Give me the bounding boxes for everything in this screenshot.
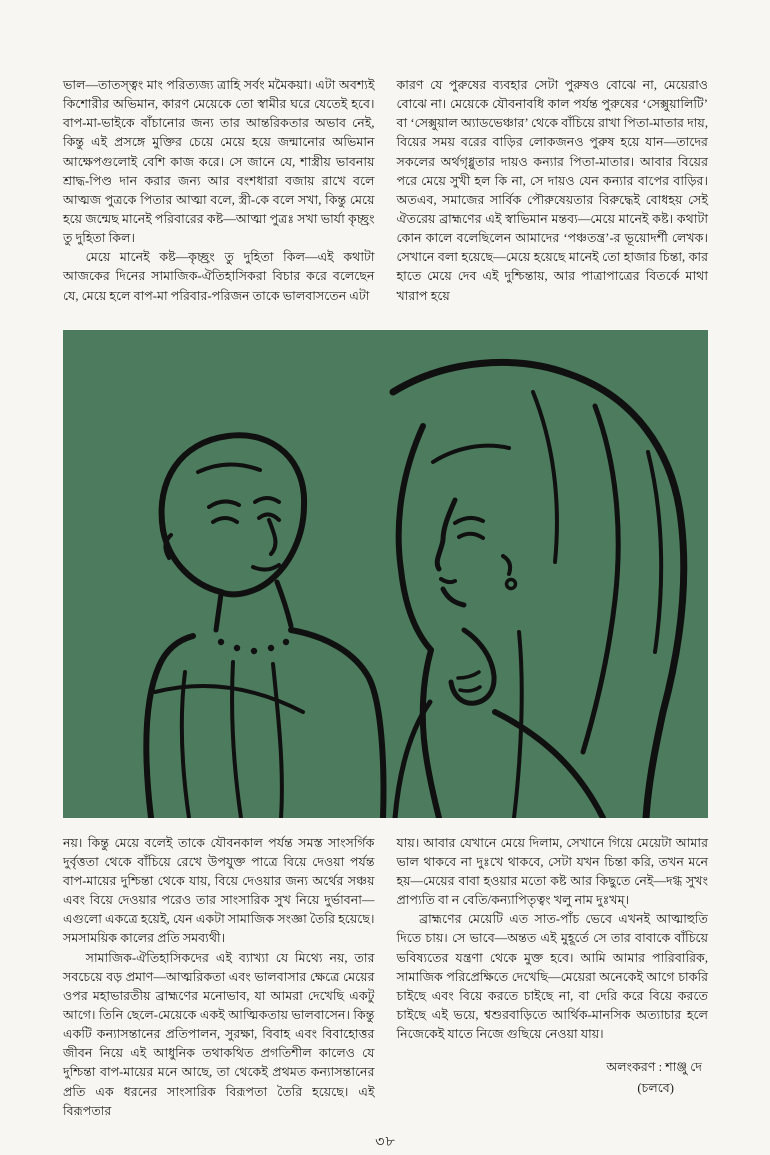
illustrator-credit: অলংকরণ : শাঞ্জু দে (606, 1060, 702, 1075)
top-left-column (63, 76, 375, 306)
top-right-column (397, 76, 709, 306)
two-figures-line-drawing (63, 330, 708, 818)
credit-block (397, 1058, 709, 1098)
paragraph: ব্রাহ্মণের মেয়েটি এত সাত-পাঁচ ভেবে এখনই আত্মাহুতি দিতে চায়। সে ভাবে—অন্তত এই মুহূর্তে সে তার বাবাকে বাঁচিয়ে ভবিষ্যতের যন্ত্রণা থেকে মুক্ত হবে। আমি আমার পারিবারিক, সামাজিক পরিপ্রেক্ষিতে দেখেছি—মেয়েরা অনেকেই আগে চাকরি চাইছে এবং বিয়ে করতে চাইছে না, বা দেরি করে বিয়ে করতে চাইছে এই ভয়ে, শ্বশুরবাড়িতে আর্থিক-মানসিক অত্যাচার হলে নিজেকেই যাতে নিজে গুছিয়ে নেওয়া যায়। (396, 912, 708, 1042)
bottom-columns (63, 834, 708, 1121)
paragraph: ভাল—তাতস্ত্বং মাং পরিত্যজ্য ত্রাহি সর্বং মমৈকয়া। এটা অবশ্যই কিশোরীর অভিমান, কারণ মেয়েকে তো স্বামীর ঘরে যেতেই হবে। বাপ-মা-ভাইকে বাঁচানোর জন্য তার আন্তরিকতার অভাব নেই, কিন্তু এই প্রসঙ্গে মুক্তির চেয়ে মেয়ে হয়ে জন্মানোর অভিমান আক্ষেপগুলোই বেশি কাজ করে। সে জানে যে, শাস্ত্রীয় ভাবনায় শ্রাদ্ধ-পিণ্ড দান করার জন্য আর বংশধারা বজায় রাখে বলে আত্মজ পুত্রকে পিতার আত্মা বলে, স্ত্রী-কে বলে সখা, কিন্তু মেয়ে হয়ে জন্মেছ মানেই পরিবারের কষ্ট—আত্মা পুত্রঃ সখা ভার্যা কৃচ্ছ্রং তু দুহিতা কিল। (63, 78, 375, 246)
paragraph: কারণ যে পুরুষের ব্যবহার সেটা পুরুষও বোঝে না, মেয়েরাও বোঝে না। মেয়েকে যৌবনাবধি কাল পর্যন্ত পুরুষের ‘সেক্সুয়ালিটি’ বা ‘সেক্সুয়াল অ্যাডভেঞ্চার’ থেকে বাঁচিয়ে রাখা পিতা-মাতার দায়, বিয়ের সময় বরের বাড়ির লোকজনও পুরুষ হয়ে যান—তাদের সকলের অর্থগৃধ্নুতার দায়ও কন্যার পিতা-মাতার। আবার বিয়ের পরে মেয়ে সুখী হল কি না, সে দায়ও যেন কন্যার বাপের বাড়ির। অতএব, সমাজের সার্বিক পৌরুষেয়তার বিরুদ্ধেই বোধহয় সেই ঐতরেয় ব্রাহ্মণের এই স্বাভিমান মন্তব্য—মেয়ে মানেই কষ্ট। কথাটা কোন কালে বলেছিলেন আমাদের ‘পঞ্চতন্ত্র’-র ভূয়োদর্শী লেখক। সেখানে বলা হয়েছে—মেয়ে হয়েছে মানেই তো হাজার চিন্তা, কার হাতে মেয়ে দেব এই দুশ্চিন্তায়, আর পাত্রাপাত্রের বিতর্কে মাথা খারাপ হয়ে (396, 78, 708, 303)
page-number: ৩৮ (375, 1133, 396, 1150)
to-be-continued: (চলবে) (637, 1081, 674, 1096)
illustration-background (63, 330, 708, 818)
bottom-right-column (397, 834, 709, 1121)
top-columns (63, 76, 708, 306)
illustration (63, 330, 708, 818)
paragraph: মেয়ে মানেই কষ্ট—কৃচ্ছ্রং তু দুহিতা কিল—এই কথাটা আজকের দিনের সামাজিক-ঐতিহাসিকরা বিচার করে বলেছেন যে, মেয়ে হলে বাপ-মা পরিবার-পরিজন তাকে ভালবাসতেন এটা (63, 250, 375, 303)
paragraph: নয়। কিন্তু মেয়ে বলেই তাকে যৌবনকাল পর্যন্ত সমস্ত সাংসর্গিক দুর্বৃত্ততা থেকে বাঁচিয়ে রেখে উপযুক্ত পাত্রে বিয়ে দেওয়া পর্যন্ত বাপ-মায়ের দুশ্চিন্তা থেকে যায়, বিয়ে দেওয়ার জন্য অর্থের সঞ্চয় এবং বিয়ে দেওয়ার পরেও তার সাংসারিক সুখ নিয়ে দুর্ভাবনা—এগুলো একত্রে হয়েই, যেন একটা সামাজিক সংজ্ঞা তৈরি হয়েছে। সমসাময়িক কালের প্রতি সমব্যথী। (63, 835, 375, 946)
bottom-left-column (63, 834, 375, 1121)
paragraph: যায়। আবার যেখানে মেয়ে দিলাম, সেখানে গিয়ে মেয়েটা আমার ভাল থাকবে না দুঃখে থাকবে, সেটা যখন চিন্তা করি, তখন মনে হয়—মেয়ের বাবা হওয়ার মতো কষ্ট আর কিছুতে নেই—দগ্ধ সুখং প্রাপ্যতি বা ন বেতি/কন্যাপিতৃত্বং খলু নাম দুঃখম্। (396, 835, 708, 908)
paragraph: সামাজিক-ঐতিহাসিকদের এই ব্যাখ্যা যে মিথ্যে নয়, তার সবচেয়ে বড় প্রমাণ—আত্মরিকতা এবং ভালবাসার ক্ষেত্রে মেয়ের ওপর মহাভারতীয় ব্রাহ্মণের মনোভাব, যা আমরা দেখেছি একটু আগে। তিনি ছেলে-মেয়েকে একই আত্মিকতায় ভালবাসেন। কিন্তু একটি কন্যাসন্তানের প্রতিপালন, সুরক্ষা, বিবাহ এবং বিবাহোত্তর জীবন নিয়ে এই আধুনিক তথাকথিত প্রগতিশীল কালেও যে দুশ্চিন্তা বাপ-মায়ের মনে আছে, তা থেকেই প্রথমত কন্যাসন্তানের প্রতি এক ধরনের সাংসারিক বিরূপতা তৈরি হয়েছে। এই বিরূপতার (63, 950, 375, 1118)
